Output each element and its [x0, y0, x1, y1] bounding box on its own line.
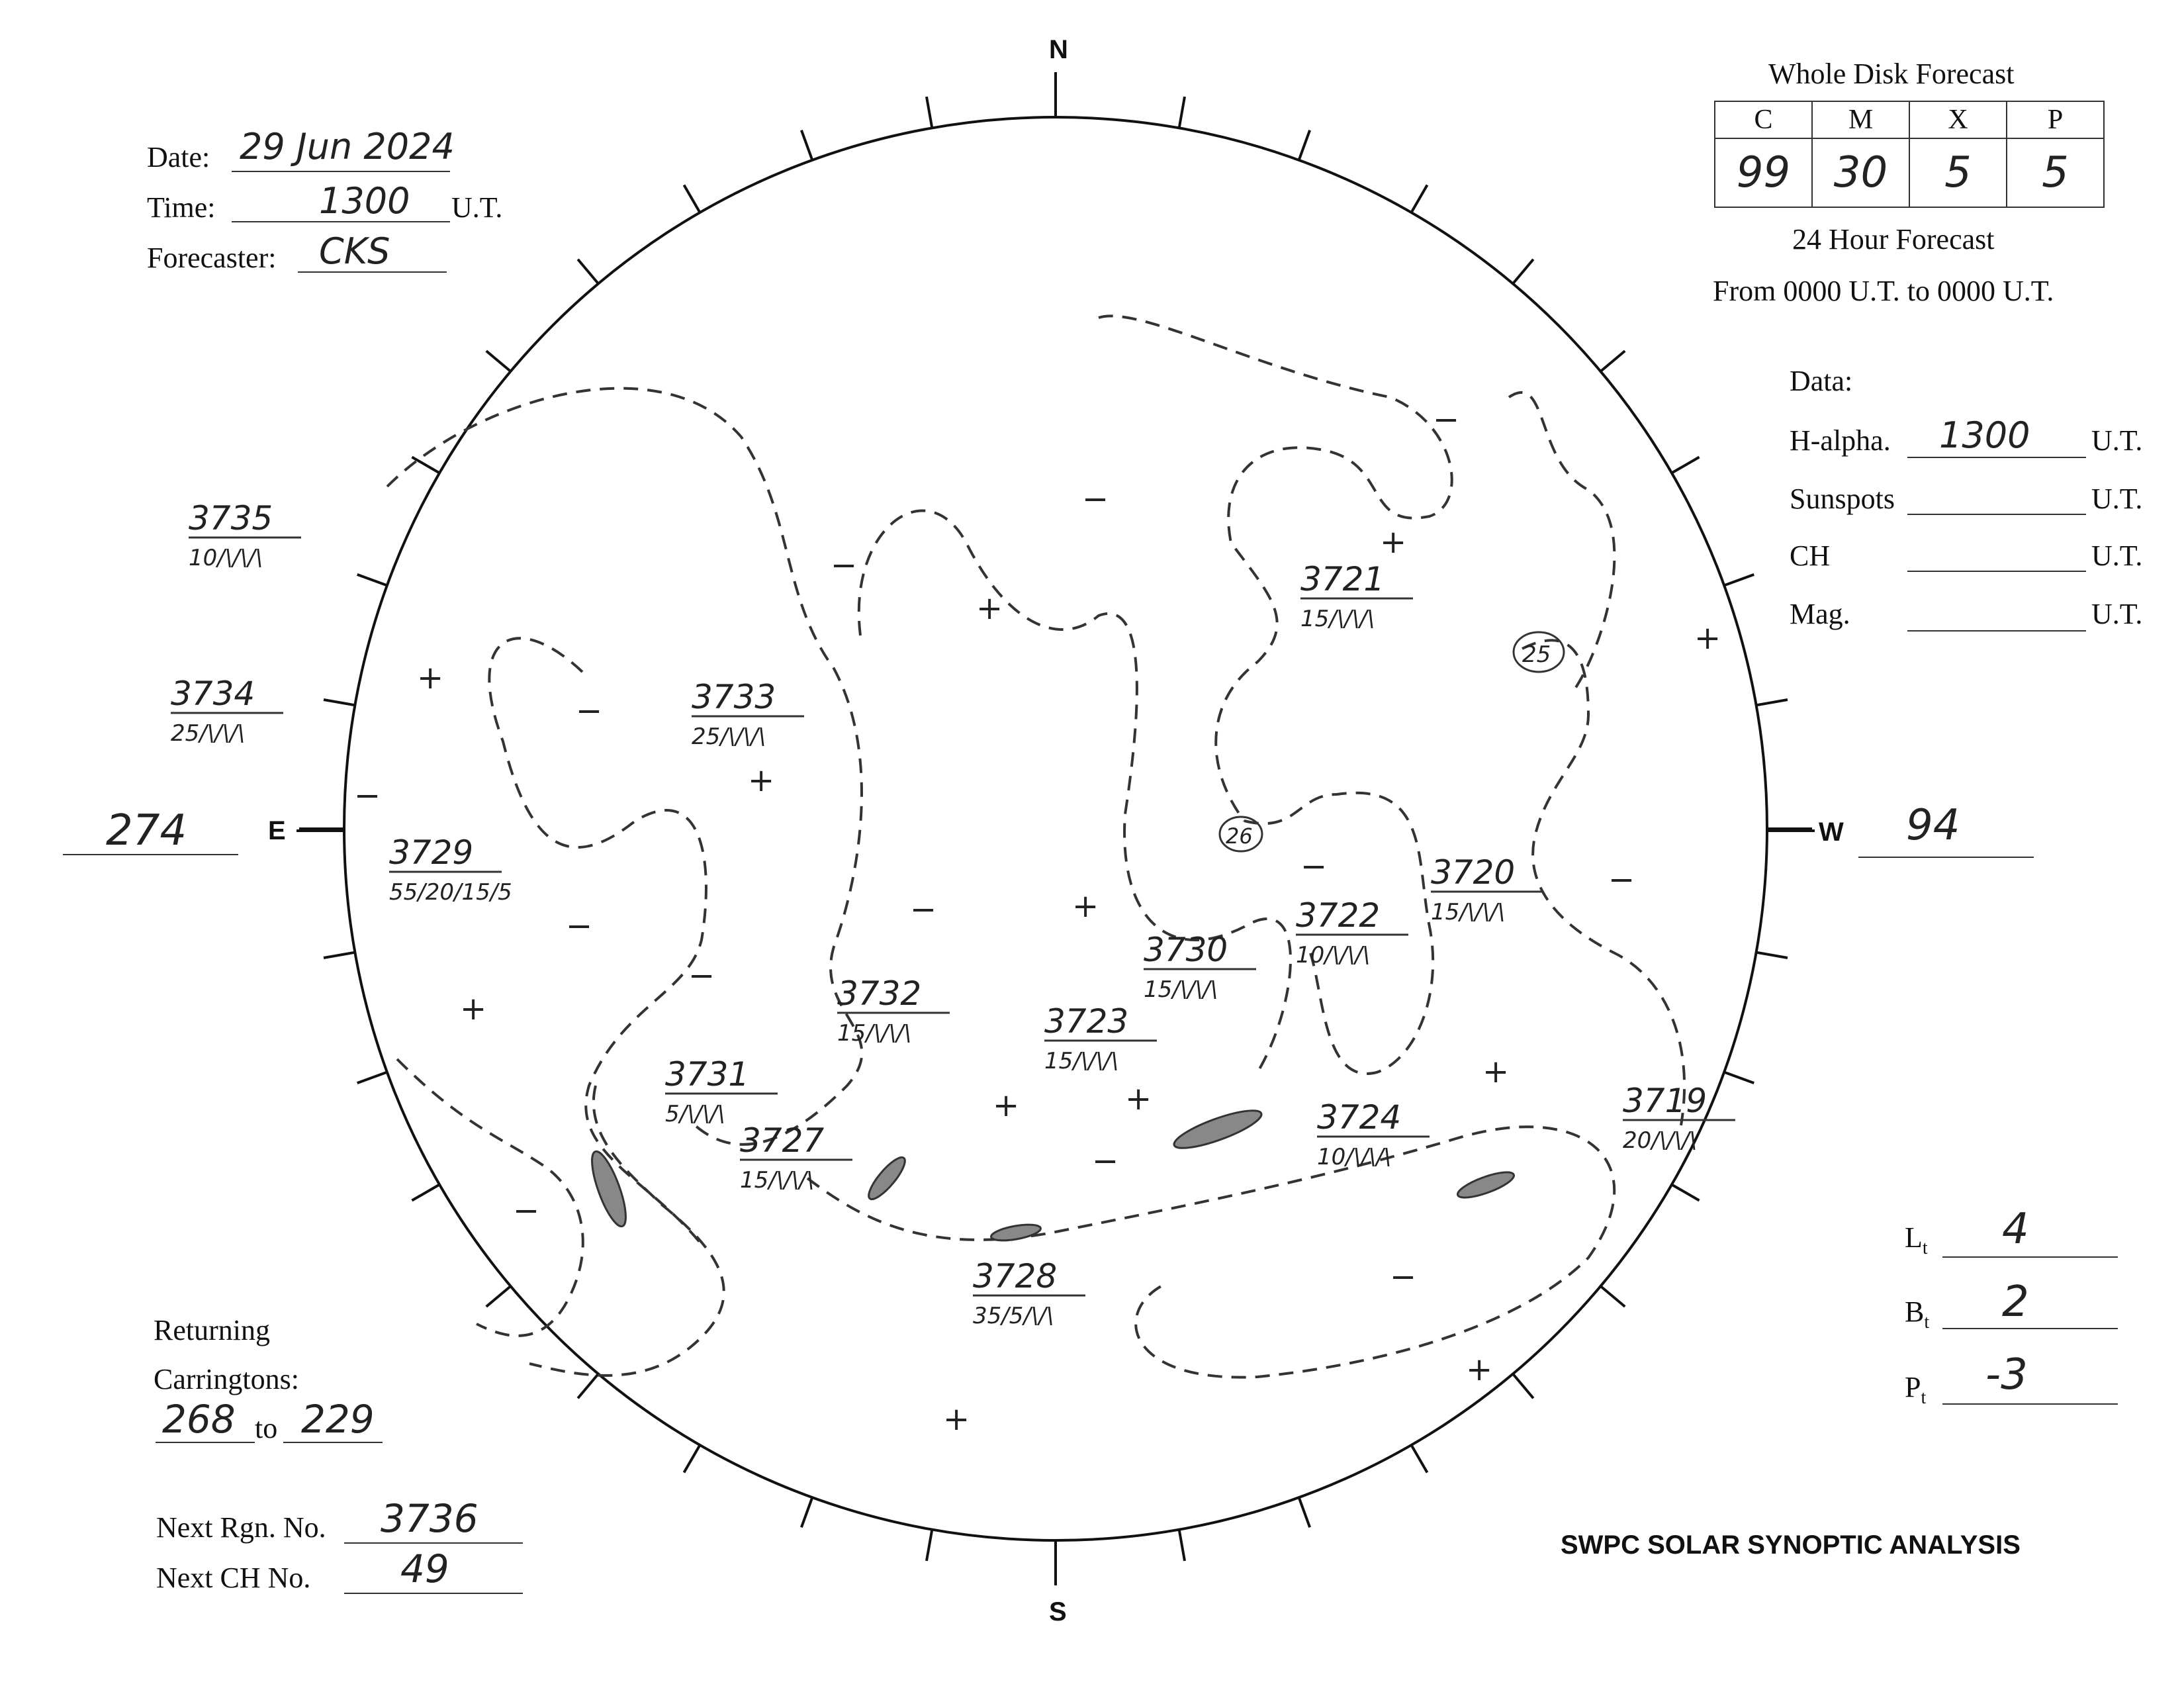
pt-letter: P	[1905, 1371, 1921, 1403]
region-class: 10/\/\/\	[189, 545, 263, 571]
svg-text:+: +	[1072, 888, 1099, 925]
disk-tick	[1756, 700, 1788, 705]
disk-tick	[1299, 1497, 1310, 1527]
forecaster-label: Forecaster:	[147, 242, 277, 274]
next-rgn-value: 3736	[381, 1496, 478, 1541]
svg-text:+: +	[1694, 620, 1721, 657]
disk-tick	[412, 457, 439, 473]
coronal-hole-labels	[1220, 632, 1564, 851]
pt-value: -3	[1985, 1350, 2028, 1399]
lt-sub: t	[1922, 1237, 1928, 1258]
region-number: 3722	[1296, 896, 1381, 935]
disk-tick	[357, 1072, 387, 1083]
region-labels	[171, 499, 1735, 1329]
carrington-to-label: to	[255, 1412, 278, 1444]
region-number: 3735	[189, 499, 273, 538]
forecast-title: Whole Disk Forecast	[1768, 58, 2015, 90]
west-underline	[1858, 857, 2034, 858]
region-class: 15/\/\/\	[837, 1020, 911, 1047]
filament-5	[1455, 1167, 1517, 1202]
lt-label	[1905, 1221, 1928, 1259]
disk-tick	[1672, 457, 1700, 473]
forecast-value-x: 5	[1909, 138, 2007, 207]
region-number: 3732	[837, 974, 922, 1013]
solar-disk-limb	[344, 117, 1767, 1540]
lt-underline	[1942, 1256, 2118, 1258]
svg-text:−: −	[910, 891, 937, 928]
forecast-col-c: C	[1715, 101, 1812, 138]
bt-sub: t	[1924, 1311, 1930, 1333]
disk-tick	[578, 259, 598, 284]
svg-text:+: +	[1482, 1053, 1510, 1090]
data-halpha-unit: U.T.	[2091, 424, 2143, 457]
data-mag-unit: U.T.	[2091, 598, 2143, 630]
region-number: 3721	[1300, 560, 1385, 598]
bt-label	[1905, 1295, 1929, 1333]
next-rgn-label: Next Rgn. No.	[156, 1511, 326, 1544]
bt-underline	[1942, 1328, 2118, 1329]
pt-sub: t	[1921, 1387, 1927, 1408]
data-ch-unit: U.T.	[2091, 539, 2143, 572]
date-value: 29 Jun 2024	[240, 126, 455, 167]
svg-text:+: +	[417, 659, 444, 696]
svg-text:−: −	[831, 547, 858, 584]
forecast-col-p: P	[2007, 101, 2104, 138]
forecast-value-p: 5	[2007, 138, 2104, 207]
east-underline	[63, 854, 238, 855]
south-label: S	[1049, 1597, 1067, 1626]
region-class: 15/\/\/\	[740, 1167, 814, 1194]
region-number: 3734	[171, 675, 255, 713]
svg-text:−: −	[1300, 848, 1328, 885]
disk-tick	[486, 1286, 511, 1307]
svg-text:−: −	[354, 777, 381, 814]
footer-title: SWPC SOLAR SYNOPTIC ANALYSIS	[1561, 1530, 2021, 1560]
data-halpha-value: 1300	[1939, 414, 2030, 456]
disk-tick	[801, 1497, 812, 1527]
forecast-col-x: X	[1909, 101, 2007, 138]
region-number: 3730	[1144, 931, 1228, 969]
pt-label	[1905, 1370, 1926, 1409]
region-class: 20/\/\/\	[1623, 1127, 1697, 1154]
region-number: 3719	[1623, 1082, 1707, 1120]
filament-1	[1171, 1103, 1265, 1155]
data-mag-label: Mag.	[1790, 598, 1850, 630]
svg-text:−: −	[1608, 861, 1635, 898]
bt-value: 2	[2002, 1278, 2029, 1327]
region-class: 10/\/\/\	[1317, 1144, 1391, 1170]
east-value: 274	[106, 806, 187, 855]
forecast-value-c: 99	[1715, 138, 1812, 207]
region-class: 25/\/\/\	[692, 724, 766, 750]
west-label: W	[1819, 818, 1844, 847]
disk-tick	[1600, 351, 1625, 371]
pt-underline	[1942, 1403, 2118, 1405]
time-unit: U.T.	[451, 191, 503, 224]
forecast-subtitle: 24 Hour Forecast	[1792, 223, 1995, 256]
svg-text:−: −	[513, 1192, 540, 1229]
disk-tick	[1179, 1530, 1185, 1561]
svg-text:−: −	[1390, 1258, 1417, 1295]
region-class: 5/\/\/\	[665, 1101, 725, 1127]
disk-ticks	[299, 72, 1812, 1585]
next-ch-underline	[344, 1593, 523, 1594]
neutral-lines	[387, 316, 1684, 1377]
svg-text:−: −	[688, 957, 715, 994]
region-number: 3729	[389, 833, 474, 872]
svg-text:−: −	[576, 692, 603, 729]
disk-tick	[412, 1185, 439, 1201]
svg-text:+: +	[943, 1401, 970, 1438]
svg-text:−: −	[566, 908, 593, 945]
region-class: 55/20/15/5	[389, 879, 512, 906]
carrington-from: 268	[162, 1397, 236, 1442]
region-class: 25/\/\/\	[171, 720, 245, 747]
time-value: 1300	[319, 180, 410, 222]
svg-text:+: +	[976, 590, 1003, 627]
disk-tick	[927, 97, 932, 128]
data-title: Data:	[1790, 365, 1853, 397]
disk-tick	[1412, 185, 1428, 212]
svg-text:−: −	[1082, 481, 1109, 518]
returning-label: Returning	[154, 1314, 270, 1346]
disk-tick	[486, 351, 511, 371]
data-sunspots-label: Sunspots	[1790, 483, 1895, 515]
disk-tick	[927, 1530, 932, 1561]
disk-tick	[324, 700, 355, 705]
date-label: Date:	[147, 141, 210, 173]
region-number: 3733	[692, 678, 776, 716]
region-class: 15/\/\/\	[1144, 976, 1218, 1003]
region-number: 3727	[740, 1121, 825, 1160]
region-class: 10/\/\/\	[1296, 942, 1370, 968]
time-label: Time:	[147, 191, 216, 224]
disk-tick	[357, 575, 387, 585]
coronal-hole-25: 25	[1522, 641, 1551, 668]
disk-tick	[684, 1445, 700, 1473]
north-label: N	[1049, 35, 1068, 64]
disk-tick	[1513, 1374, 1533, 1398]
next-ch-value: 49	[400, 1546, 449, 1591]
disk-tick	[1724, 575, 1754, 585]
region-class: 15/\/\/\	[1431, 899, 1505, 925]
disk-tick	[1600, 1286, 1625, 1307]
region-class: 35/5/\/\	[973, 1303, 1054, 1329]
svg-text:−: −	[1433, 401, 1460, 438]
data-ch-label: CH	[1790, 539, 1831, 572]
svg-text:+: +	[1466, 1351, 1493, 1388]
disk-tick	[1513, 259, 1533, 284]
svg-text:+: +	[1380, 524, 1407, 561]
svg-text:+: +	[1125, 1080, 1152, 1117]
east-label: E	[268, 816, 286, 845]
filament-2	[864, 1153, 910, 1204]
carringtons-label: Carringtons:	[154, 1363, 299, 1395]
lt-letter: L	[1905, 1221, 1923, 1254]
coronal-hole-26: 26	[1226, 823, 1253, 849]
data-halpha-label: H-alpha.	[1790, 424, 1891, 457]
disk-tick	[324, 953, 355, 958]
region-number: 3731	[665, 1055, 750, 1094]
filament-3	[990, 1222, 1042, 1244]
disk-tick	[684, 185, 700, 212]
next-ch-label: Next CH No.	[156, 1562, 311, 1594]
disk-tick	[1672, 1185, 1700, 1201]
west-value: 94	[1906, 801, 1960, 850]
disk-tick	[1299, 130, 1310, 160]
svg-text:+: +	[460, 990, 487, 1027]
forecast-value-m: 30	[1812, 138, 1909, 207]
region-number: 3728	[973, 1257, 1058, 1295]
disk-tick	[1179, 97, 1185, 128]
forecaster-value: CKS	[319, 230, 390, 272]
svg-text:+: +	[748, 762, 775, 799]
region-class: 15/\/\/\	[1300, 606, 1375, 632]
disk-tick	[1724, 1072, 1754, 1083]
data-sunspots-unit: U.T.	[2091, 483, 2143, 515]
disk-tick	[1756, 953, 1788, 958]
forecast-col-m: M	[1812, 101, 1909, 138]
bt-letter: B	[1905, 1295, 1925, 1328]
region-number: 3720	[1431, 853, 1516, 892]
disk-tick	[578, 1374, 598, 1398]
carrington-to-underline	[283, 1442, 383, 1443]
filament-4	[585, 1148, 632, 1230]
region-number: 3723	[1044, 1002, 1129, 1041]
disk-tick	[801, 130, 812, 160]
svg-text:−: −	[1092, 1143, 1119, 1180]
disk-tick	[1412, 1445, 1428, 1473]
region-class: 15/\/\/\	[1044, 1048, 1118, 1074]
svg-text:+: +	[993, 1087, 1020, 1124]
lt-value: 4	[2002, 1205, 2029, 1254]
region-number: 3724	[1317, 1098, 1402, 1137]
forecast-range: From 0000 U.T. to 0000 U.T.	[1713, 275, 2054, 307]
carrington-to: 229	[301, 1397, 375, 1442]
carrington-from-underline	[156, 1442, 255, 1443]
next-rgn-underline	[344, 1542, 523, 1544]
